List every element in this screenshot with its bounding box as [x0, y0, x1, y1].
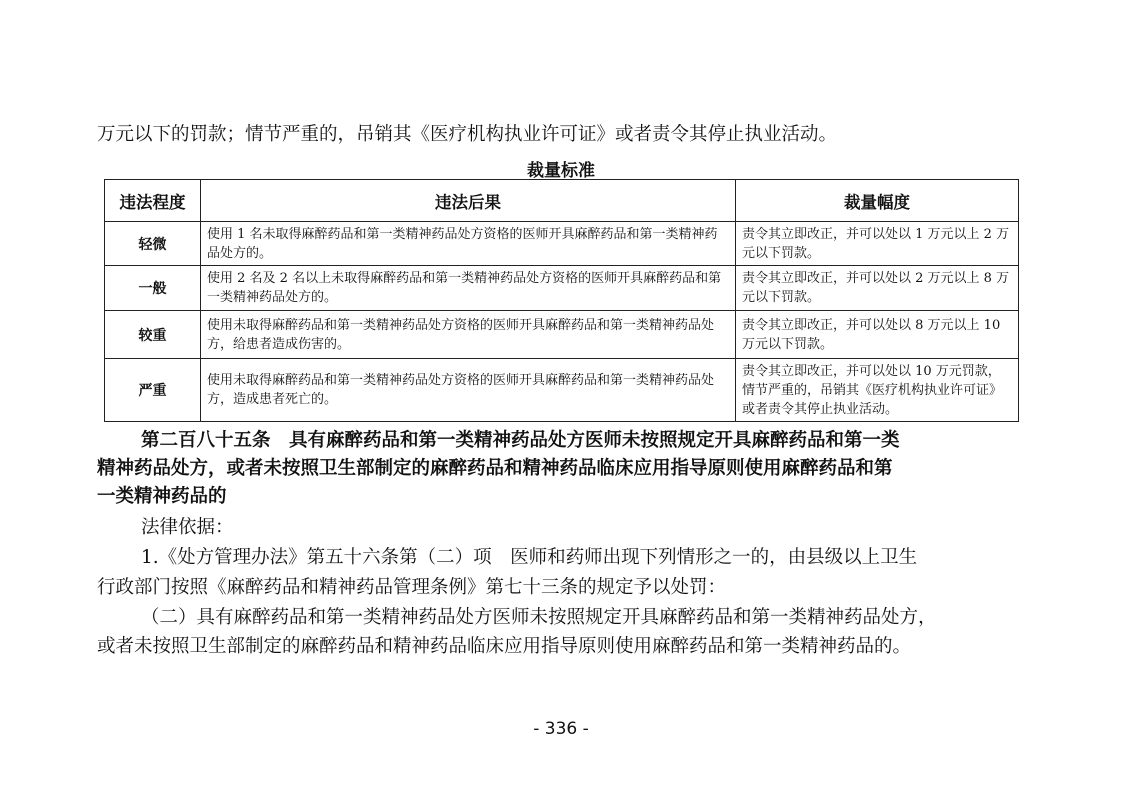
consequence-cell: 使用 1 名未取得麻醉药品和第一类精神药品处方资格的医师开具麻醉药品和第一类精神药品处方的。 [201, 222, 736, 266]
body-line: 1.《处方管理办法》第五十六条第（二）项 医师和药师出现下列情形之一的，由县级以上卫生 [141, 547, 918, 568]
body-line: 行政部门按照《麻醉药品和精神药品管理条例》第七十三条的规定予以处罚： [97, 577, 727, 598]
penalty-cell: 责令其立即改正，并可以处以 10 万元罚款，情节严重的，吊销其《医疗机构执业许可证》或者责令其停止执业活动。 [736, 359, 1019, 422]
table-row [105, 359, 1019, 422]
table-title: 裁量标准 [527, 161, 595, 181]
continuation-text: 万元以下的罚款；情节严重的，吊销其《医疗机构执业许可证》或者责令其停止执业活动。 [97, 124, 838, 145]
page-number: - 336 - [533, 719, 589, 739]
body-line: （二）具有麻醉药品和第一类精神药品处方医师未按照规定开具麻醉药品和第一类精神药品处方， [141, 607, 937, 628]
table-row [105, 266, 1019, 311]
level-cell: 轻微 [105, 222, 201, 266]
level-cell: 严重 [105, 359, 201, 422]
table-row [105, 311, 1019, 359]
header-consequence: 违法后果 [201, 180, 736, 222]
consequence-cell: 使用 2 名及 2 名以上未取得麻醉药品和第一类精神药品处方资格的医师开具麻醉药品和第一类精神药品处方的。 [201, 266, 736, 311]
legal-basis-label: 法律依据： [141, 517, 234, 538]
consequence-cell: 使用未取得麻醉药品和第一类精神药品处方资格的医师开具麻醉药品和第一类精神药品处方，造成患者死亡的。 [201, 359, 736, 422]
level-cell: 较重 [105, 311, 201, 359]
discretion-table [104, 179, 1019, 422]
penalty-cell: 责令其立即改正，并可以处以 8 万元以上 10 万元以下罚款。 [736, 311, 1019, 359]
penalty-cell: 责令其立即改正，并可以处以 1 万元以上 2 万元以下罚款。 [736, 222, 1019, 266]
body-line: 或者未按照卫生部制定的麻醉药品和精神药品临床应用指导原则使用麻醉药品和第一类精神药品的。 [97, 636, 912, 657]
article-heading-line: 精神药品处方，或者未按照卫生部制定的麻醉药品和精神药品临床应用指导原则使用麻醉药品和第 [97, 458, 893, 479]
header-level: 违法程度 [105, 180, 201, 222]
table-header-row [105, 180, 1019, 222]
header-penalty: 裁量幅度 [736, 180, 1019, 222]
level-cell: 一般 [105, 266, 201, 311]
article-heading-line: 一类精神药品的 [97, 486, 227, 507]
article-heading-line: 第二百八十五条 具有麻醉药品和第一类精神药品处方医师未按照规定开具麻醉药品和第一类 [141, 430, 900, 451]
table-row [105, 222, 1019, 266]
penalty-cell: 责令其立即改正，并可以处以 2 万元以上 8 万元以下罚款。 [736, 266, 1019, 311]
consequence-cell: 使用未取得麻醉药品和第一类精神药品处方资格的医师开具麻醉药品和第一类精神药品处方，给患者造成伤害的。 [201, 311, 736, 359]
